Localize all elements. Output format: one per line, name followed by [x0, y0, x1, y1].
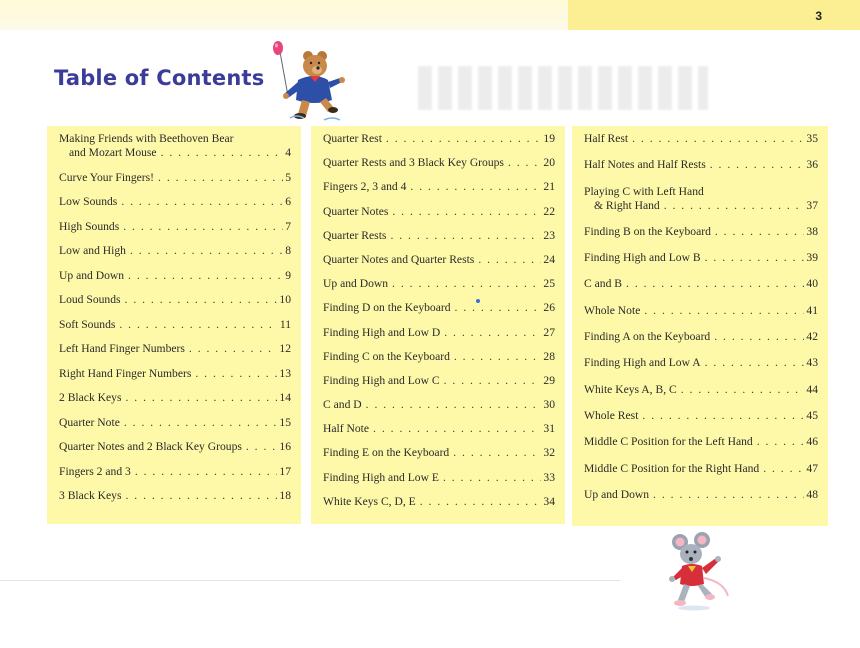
- toc-entry-title: Left Hand Finger Numbers: [59, 342, 185, 355]
- toc-page-number: 26: [543, 301, 555, 315]
- dot-leader: [161, 146, 284, 160]
- toc-entry: [55, 342, 293, 356]
- toc-page-number: 37: [806, 198, 818, 212]
- toc-entry: [319, 180, 557, 194]
- toc-entry-title: Quarter Rests and 3 Black Key Groups: [323, 156, 504, 170]
- toc-page-number: 7: [285, 219, 291, 233]
- toc-entry: [319, 398, 557, 412]
- dot-leader: [455, 301, 542, 315]
- dot-leader: [705, 251, 805, 265]
- toc-entry-title: Finding High and Low C: [323, 373, 440, 387]
- dot-leader: [714, 330, 804, 344]
- toc-page-number: 46: [806, 435, 818, 449]
- toc-entry-title: C and D: [323, 398, 362, 412]
- toc-page-number: 5: [285, 170, 291, 184]
- toc-page-number: 34: [543, 494, 555, 508]
- dot-leader: [626, 277, 804, 291]
- toc-entry-title: Finding C on the Keyboard: [323, 349, 450, 363]
- toc-entry: [580, 158, 820, 172]
- dot-leader: [644, 304, 804, 318]
- dot-leader: [642, 409, 804, 423]
- decorative-dot: [476, 299, 480, 303]
- dot-leader: [124, 416, 278, 430]
- toc-entry-title: Up and Down: [584, 487, 650, 501]
- toc-entry-title: Up and Down: [323, 277, 389, 291]
- toc-entry: [580, 356, 820, 370]
- toc-entry: [319, 277, 557, 291]
- toc-entry: [580, 462, 820, 476]
- toc-entry: [580, 304, 820, 318]
- toc-entry-title: Playing C with Left Hand: [584, 184, 704, 198]
- dot-leader: [246, 440, 278, 454]
- dot-leader: [710, 158, 805, 172]
- toc-entry: [580, 277, 820, 291]
- toc-entry: [319, 205, 557, 219]
- toc-page-number: 41: [806, 303, 818, 317]
- page-title: Table of Contents: [54, 66, 265, 90]
- toc-list: [55, 132, 293, 503]
- bear-with-balloon-icon: [262, 38, 348, 124]
- toc-page-number: 14: [279, 391, 291, 404]
- toc-page-number: 15: [279, 415, 291, 429]
- page-tab: [568, 0, 860, 30]
- toc-entry: [319, 446, 557, 460]
- toc-entry-title: Half Note: [323, 422, 370, 436]
- dot-leader: [757, 435, 805, 449]
- toc-entry-title: Right Hand Finger Numbers: [59, 366, 192, 380]
- toc-entry-title: Quarter Notes and 2 Black Key Groups: [59, 440, 242, 453]
- toc-entry-title: Fingers 2, 3 and 4: [323, 180, 407, 194]
- toc-page-number: 11: [279, 317, 291, 331]
- dot-leader: [420, 495, 542, 509]
- toc-entry-title: Finding High and Low B: [584, 251, 701, 265]
- dot-leader: [444, 374, 542, 388]
- toc-entry-title: Finding High and Low D: [323, 325, 441, 339]
- toc-page-number: 18: [279, 489, 291, 502]
- toc-entry: [55, 465, 293, 479]
- toc-entry-title: Middle C Position for the Right Hand: [584, 461, 760, 475]
- toc-entry: [319, 471, 557, 485]
- toc-page-number: 31: [543, 422, 555, 436]
- dot-leader: [125, 391, 277, 405]
- toc-entry-title: Quarter Note: [59, 415, 120, 429]
- toc-page-number: 32: [543, 446, 555, 460]
- toc-entry-title: 2 Black Keys: [59, 391, 122, 404]
- toc-entry: [55, 269, 293, 283]
- toc-page-number: 21: [543, 180, 555, 194]
- toc-page-number: 48: [806, 487, 818, 501]
- toc-entry: [55, 391, 293, 405]
- toc-entry-title: Whole Note: [584, 303, 641, 317]
- toc-list: [319, 132, 557, 509]
- toc-entry: [55, 367, 293, 381]
- toc-entry: [580, 409, 820, 423]
- toc-page-number: 38: [806, 224, 818, 238]
- toc-entry-title: Quarter Notes and Quarter Rests: [323, 252, 475, 266]
- toc-page-number: 10: [279, 293, 291, 306]
- dot-leader: [373, 422, 541, 436]
- toc-page-number: 29: [543, 373, 555, 387]
- toc-entry-title: Half Notes and Half Rests: [584, 158, 706, 172]
- toc-entry: [580, 225, 820, 239]
- toc-page-number: 39: [806, 251, 818, 265]
- dot-leader: [119, 318, 277, 332]
- toc-entry-title: Up and Down: [59, 268, 125, 282]
- toc-entry-title: Finding D on the Keyboard: [323, 301, 451, 315]
- toc-page-number: 42: [806, 330, 818, 344]
- toc-column-2: [311, 126, 565, 524]
- toc-page-number: 27: [543, 325, 555, 339]
- toc-entry-title: Finding B on the Keyboard: [584, 224, 711, 238]
- toc-entry-title: C and B: [584, 277, 623, 291]
- toc-entry-title: Quarter Notes: [323, 204, 389, 218]
- toc-entry-title: Low and High: [59, 244, 126, 257]
- dot-leader: [715, 225, 805, 239]
- toc-entry: [580, 488, 820, 502]
- dot-leader: [121, 195, 283, 209]
- toc-entry: [319, 301, 557, 315]
- toc-entry-title: and Mozart Mouse: [69, 146, 157, 159]
- toc-entry: [319, 156, 557, 170]
- toc-entry: [580, 383, 820, 397]
- toc-entry-title: White Keys C, D, E: [323, 494, 416, 508]
- toc-entry: [319, 374, 557, 388]
- dot-leader: [123, 220, 283, 234]
- dot-leader: [705, 356, 805, 370]
- toc-entry: [55, 132, 293, 160]
- toc-entry: [319, 229, 557, 243]
- toc-entry-title: Fingers 2 and 3: [59, 464, 131, 478]
- dot-leader: [386, 132, 541, 146]
- toc-entry-title: Quarter Rests: [323, 228, 387, 242]
- toc-page-number: 16: [279, 440, 291, 453]
- dot-leader: [443, 471, 541, 485]
- toc-entry-title: Curve Your Fingers!: [59, 170, 155, 184]
- toc-entry-title: Finding E on the Keyboard: [323, 446, 450, 460]
- dot-leader: [681, 383, 805, 397]
- toc-page-number: 43: [806, 356, 818, 370]
- toc-page-number: 25: [543, 277, 555, 291]
- dot-leader: [632, 132, 804, 146]
- toc-entry-title: Finding High and Low A: [584, 356, 701, 370]
- dot-leader: [444, 326, 541, 340]
- toc-entry: [55, 220, 293, 234]
- dot-leader: [653, 488, 804, 502]
- toc-entry-title: Finding High and Low E: [323, 470, 439, 484]
- toc-page-number: 8: [285, 244, 291, 257]
- toc-entry: [55, 195, 293, 209]
- dot-leader: [130, 244, 283, 258]
- toc-entry: [580, 435, 820, 449]
- dot-leader: [135, 465, 278, 479]
- toc-entry-title: High Sounds: [59, 219, 120, 233]
- page-rule: [0, 580, 620, 581]
- toc-entry: [319, 253, 557, 267]
- toc-page-number: 36: [806, 158, 818, 172]
- dot-leader: [453, 446, 541, 460]
- dancing-mouse-icon: [658, 532, 734, 612]
- toc-entry-title: Middle C Position for the Left Hand: [584, 435, 753, 449]
- toc-page-number: 28: [543, 349, 555, 363]
- toc-entry: [55, 489, 293, 503]
- dot-leader: [125, 293, 278, 307]
- toc-entry: [319, 132, 557, 146]
- toc-entry: [55, 440, 293, 454]
- toc-column-3: [572, 126, 828, 526]
- toc-entry-title: 3 Black Keys: [59, 489, 122, 502]
- toc-entry: [55, 318, 293, 332]
- toc-entry: [319, 495, 557, 509]
- toc-page-number: 6: [285, 195, 291, 208]
- toc-page-number: 12: [279, 342, 291, 355]
- page-number: 3: [815, 9, 822, 23]
- toc-entry: [580, 185, 820, 213]
- toc-entry: [580, 132, 820, 146]
- dot-leader: [392, 205, 541, 219]
- toc-entry-title: Half Rest: [584, 132, 629, 145]
- toc-entry-title: Low Sounds: [59, 195, 118, 208]
- toc-list: [580, 132, 820, 502]
- toc-entry: [580, 330, 820, 344]
- dot-leader: [390, 229, 541, 243]
- dot-leader: [189, 342, 278, 356]
- dot-leader: [410, 180, 541, 194]
- toc-page-number: 40: [806, 277, 818, 291]
- dot-leader: [508, 156, 541, 170]
- toc-page-number: 45: [806, 408, 818, 422]
- dot-leader: [763, 462, 804, 476]
- toc-entry: [580, 251, 820, 265]
- toc-page-number: 9: [285, 268, 291, 282]
- dot-leader: [478, 253, 541, 267]
- toc-page-number: 24: [543, 252, 555, 266]
- dot-leader: [125, 489, 277, 503]
- dot-leader: [664, 199, 805, 213]
- toc-page-number: 4: [285, 146, 291, 159]
- top-band: [0, 0, 568, 30]
- toc-entry: [55, 293, 293, 307]
- toc-page-number: 35: [806, 132, 818, 145]
- dot-leader: [195, 367, 277, 381]
- dot-leader: [454, 350, 542, 364]
- show-through-text: [418, 66, 708, 110]
- toc-entry: [319, 326, 557, 340]
- toc-page-number: 17: [279, 464, 291, 478]
- toc-entry: [319, 350, 557, 364]
- toc-page-number: 44: [806, 382, 818, 396]
- toc-page-number: 47: [806, 461, 818, 475]
- toc-page-number: 33: [543, 470, 555, 484]
- toc-entry-title: & Right Hand: [594, 198, 660, 212]
- toc-entry-title: Making Friends with Beethoven Bear: [59, 132, 234, 145]
- toc-entry-title: Loud Sounds: [59, 293, 121, 306]
- toc-entry: [319, 422, 557, 436]
- toc-entry-title: Soft Sounds: [59, 317, 116, 331]
- toc-entry-title: Whole Rest: [584, 408, 639, 422]
- toc-entry-title: Quarter Rest: [323, 132, 382, 145]
- toc-page-number: 23: [543, 228, 555, 242]
- toc-entry-title: White Keys A, B, C: [584, 382, 677, 396]
- toc-column-1: [47, 126, 301, 524]
- toc-page-number: 30: [543, 398, 555, 412]
- dot-leader: [366, 398, 542, 412]
- toc-page-number: 22: [543, 204, 555, 218]
- toc-page-number: 19: [543, 132, 555, 145]
- dot-leader: [158, 171, 283, 185]
- dot-leader: [392, 277, 541, 291]
- dot-leader: [128, 269, 283, 283]
- toc-entry-title: Finding A on the Keyboard: [584, 330, 711, 344]
- toc-entry: [55, 244, 293, 258]
- toc-entry: [55, 416, 293, 430]
- toc-page-number: 20: [543, 156, 555, 170]
- toc-entry: [55, 171, 293, 185]
- toc-page-number: 13: [279, 366, 291, 380]
